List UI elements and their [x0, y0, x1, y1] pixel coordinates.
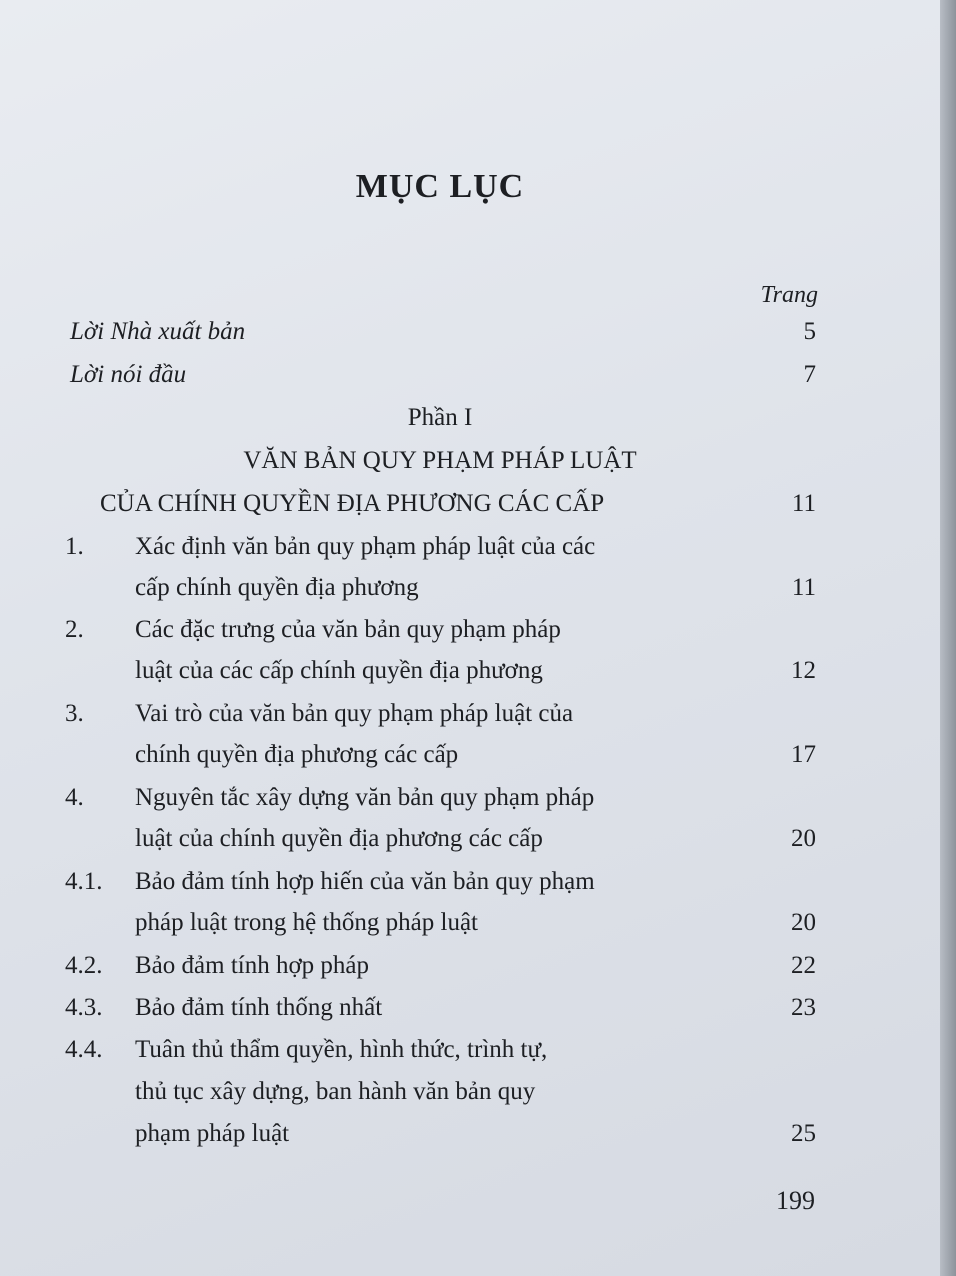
toc-entry-label: Bảo đảm tính thống nhất [135, 994, 383, 1021]
toc-entry-label: Nguyên tắc xây dựng văn bản quy phạm pháp [135, 784, 595, 811]
toc-entry-label: Xác định văn bản quy phạm pháp luật của các [135, 533, 596, 560]
toc-entry-page: 7 [803, 361, 816, 388]
toc-entry-label: pháp luật trong hệ thống pháp luật [135, 909, 478, 936]
toc-entry [0, 778, 940, 818]
toc-entry-number: 4. [65, 784, 84, 811]
toc-entry-continuation [0, 819, 940, 859]
toc-entry-label: luật của các cấp chính quyền địa phương [135, 657, 543, 684]
toc-entry [0, 862, 940, 902]
toc-entry-label: Lời Nhà xuất bản [70, 318, 246, 345]
toc-entry [0, 312, 940, 352]
toc-entry-label: Bảo đảm tính hợp hiến của văn bản quy phạm [135, 868, 595, 895]
toc-entry-label: Bảo đảm tính hợp pháp [135, 952, 370, 979]
toc-entry-label: Tuân thủ thẩm quyền, hình thức, trình tự, [135, 1036, 548, 1063]
book-page-edge [940, 0, 956, 1276]
toc-entry-page: 5 [803, 318, 816, 345]
toc-entry-page: 11 [791, 490, 816, 517]
toc-entry-label: thủ tục xây dựng, ban hành văn bản quy [135, 1078, 536, 1105]
toc-entry-label: Lời nói đầu [70, 361, 187, 388]
toc-entry-page: 22 [791, 952, 816, 979]
toc-entry-label: cấp chính quyền địa phương [135, 574, 419, 601]
part-title-line: CỦA CHÍNH QUYỀN ĐỊA PHƯƠNG CÁC CẤP [100, 490, 605, 517]
part-title [0, 484, 940, 524]
page-number: 199 [776, 1186, 815, 1215]
part-name: Phần I [407, 404, 473, 431]
toc-entry-page: 17 [791, 741, 816, 768]
toc-entry-number: 4.4. [65, 1036, 103, 1063]
part-title-line: VĂN BẢN QUY PHẠM PHÁP LUẬT [243, 447, 637, 474]
toc-entry-label: phạm pháp luật [135, 1120, 290, 1147]
toc-entry [0, 988, 940, 1028]
toc-entry-page: 12 [791, 657, 816, 684]
toc-entry [0, 355, 940, 395]
toc-entry-label: chính quyền địa phương các cấp [135, 741, 459, 768]
page-column-header: Trang [760, 282, 818, 308]
toc-entry [0, 527, 940, 567]
toc-entry-number: 4.3. [65, 994, 103, 1021]
toc-entry-label: luật của chính quyền địa phương các cấp [135, 825, 543, 852]
toc-entry-page: 23 [791, 994, 816, 1021]
toc-entry-page: 11 [791, 574, 816, 601]
part-heading [0, 398, 940, 438]
toc-entry-number: 4.2. [65, 952, 103, 979]
toc-entry-continuation [0, 903, 940, 943]
toc-entry-page: 25 [791, 1120, 816, 1147]
toc-entry [0, 694, 940, 734]
toc-entry-page: 20 [791, 909, 816, 936]
toc-entry-number: 3. [65, 700, 84, 727]
toc-entry-continuation [0, 1114, 940, 1154]
toc-entry-number: 2. [65, 616, 84, 643]
part-title [0, 441, 940, 481]
toc-entry-continuation [0, 1072, 940, 1112]
toc-entry-continuation [0, 651, 940, 691]
toc-entry [0, 946, 940, 986]
toc-entry-label: Vai trò của văn bản quy phạm pháp luật của [135, 700, 574, 727]
toc-entry-continuation [0, 568, 940, 608]
toc-entry-label: Các đặc trưng của văn bản quy phạm pháp [135, 616, 561, 643]
toc-entry-number: 4.1. [65, 868, 103, 895]
toc-entry [0, 1030, 940, 1070]
toc-entry-page: 20 [791, 825, 816, 852]
toc-entry-number: 1. [65, 533, 84, 560]
toc-entry-continuation [0, 735, 940, 775]
toc-entry [0, 610, 940, 650]
page-title: MỤC LỤC [355, 168, 525, 205]
